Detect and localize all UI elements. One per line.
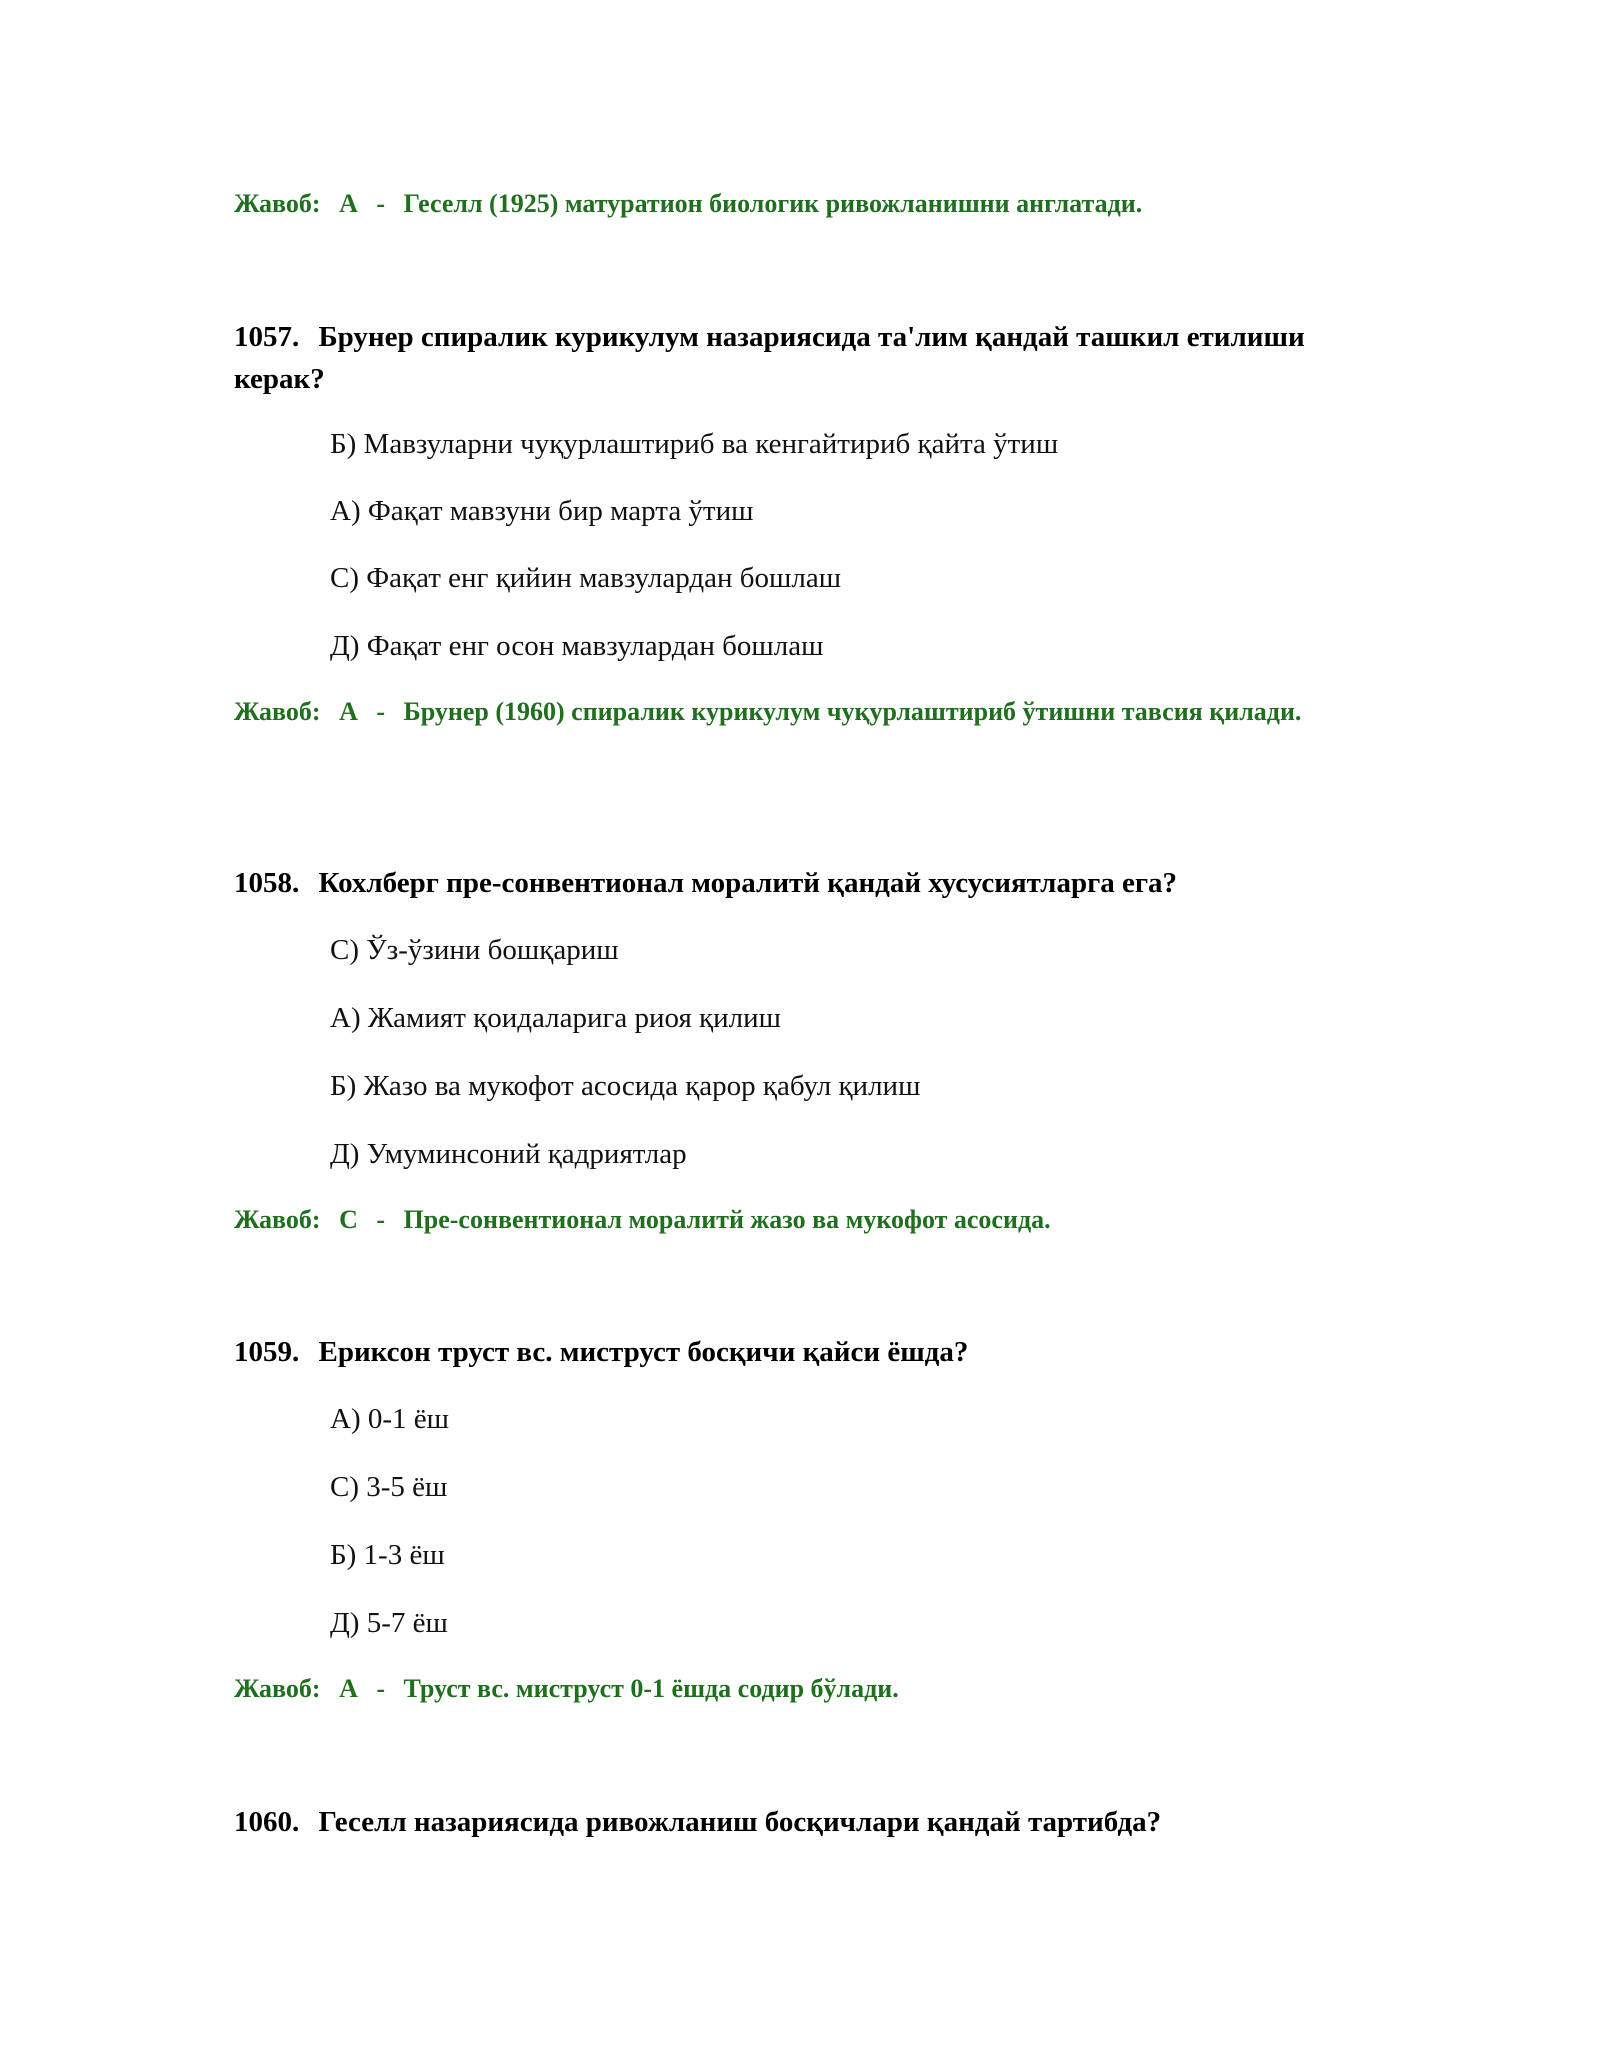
answer-label: Жавоб: — [234, 1674, 321, 1703]
answer-explanation: Пре-сонвентионал моралитй жазо ва мукофот асосида. — [403, 1205, 1051, 1234]
question-number: 1059. — [234, 1336, 300, 1368]
question-text: Ериксон труст вс. миструст босқичи қайси ёшда? — [318, 1336, 969, 1368]
question-text: Брунер спиралик курикулум назариясида та'лим қандай ташкил етилиши керак? — [234, 321, 1305, 395]
answer-text — [234, 185, 1344, 223]
answer-text — [234, 693, 1344, 731]
question-1060 — [234, 1801, 1344, 1843]
question-1057 — [234, 316, 1344, 400]
answer-label: Жавоб: — [234, 1205, 321, 1234]
answer-label: Жавоб: — [234, 697, 321, 726]
answer-letter: А — [339, 1674, 358, 1703]
answer-dash: - — [376, 189, 386, 218]
answer-explanation: Труст вс. миструст 0-1 ёшда содир бўлади. — [403, 1674, 899, 1703]
answer-letter: А — [339, 697, 358, 726]
option-item: А) Жамият қоидаларига риоя қилиш — [330, 1002, 781, 1034]
option-item: Д) Умуминсоний қадриятлар — [330, 1138, 687, 1170]
answer-dash: - — [376, 697, 386, 726]
question-1058 — [234, 862, 1344, 904]
option-item: Б) Жазо ва мукофот асосида қарор қабул қилиш — [330, 1070, 921, 1102]
question-1059 — [234, 1331, 1344, 1373]
answer-dash: - — [376, 1205, 386, 1234]
answer-text — [234, 1670, 1344, 1708]
answer-explanation: Геселл (1925) матуратион биологик ривожланишни англатади. — [403, 189, 1143, 218]
option-item: А) Фақат мавзуни бир марта ўтиш — [330, 495, 754, 527]
answer-letter: А — [339, 189, 358, 218]
question-number: 1057. — [234, 321, 300, 353]
question-text: Геселл назариясида ривожланиш босқичлари қандай тартибда? — [318, 1806, 1162, 1838]
answer-explanation: Брунер (1960) спиралик курикулум чуқурлаштириб ўтишни тавсия қилади. — [403, 697, 1302, 726]
answer-dash: - — [376, 1674, 386, 1703]
option-item: Д) Фақат енг осон мавзулардан бошлаш — [330, 630, 824, 662]
answer-label: Жавоб: — [234, 189, 321, 218]
answer-text — [234, 1201, 1344, 1239]
option-item: С) Ўз-ўзини бошқариш — [330, 934, 619, 966]
question-text: Кохлберг пре-сонвентионал моралитй қандай хусусиятларга ега? — [318, 867, 1178, 899]
answer-letter: С — [339, 1205, 358, 1234]
question-number: 1058. — [234, 867, 300, 899]
option-item: С) 3-5 ёш — [330, 1471, 448, 1503]
option-item: С) Фақат енг қийин мавзулардан бошлаш — [330, 562, 842, 594]
option-item: Б) 1-3 ёш — [330, 1539, 445, 1571]
option-item: Б) Мавзуларни чуқурлаштириб ва кенгайтириб қайта ўтиш — [330, 428, 1059, 460]
option-item: Д) 5-7 ёш — [330, 1607, 448, 1639]
question-number: 1060. — [234, 1806, 300, 1838]
option-item: А) 0-1 ёш — [330, 1403, 449, 1435]
